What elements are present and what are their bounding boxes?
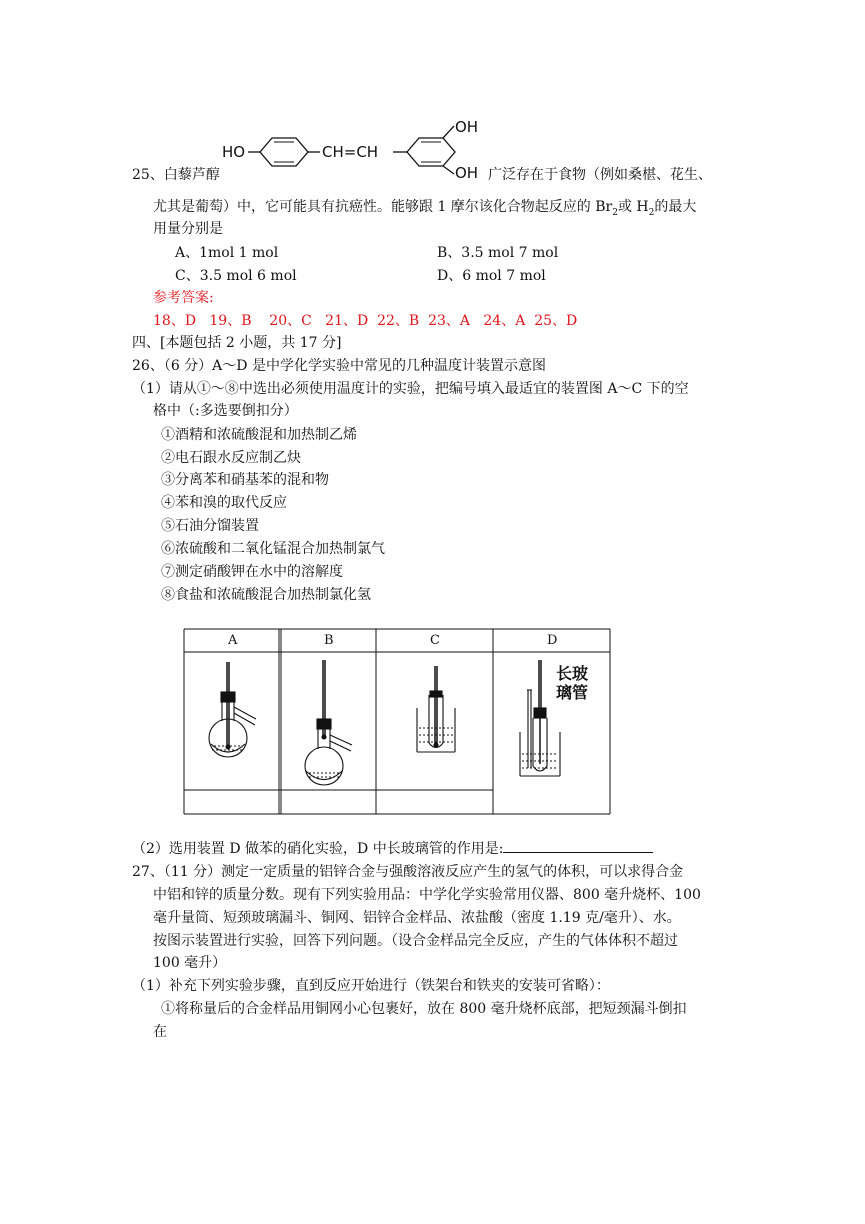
structure-oh-top-label: OH — [455, 118, 479, 136]
answer-cell-a[interactable] — [185, 791, 278, 813]
structure-ho-label: HO — [222, 143, 246, 161]
long-glass-tube-label-line2: 璃管 — [556, 683, 589, 702]
q27-line-2: 中铝和锌的质量分数。现有下列实验用品：中学化学实验常用仪器、800 毫升烧杯、100 — [153, 887, 701, 903]
q27-line-5: 100 毫升） — [153, 955, 227, 971]
long-glass-tube-label — [556, 664, 596, 702]
structure-oh-bottom-label: OH — [455, 164, 479, 182]
q26-part2-text: （2）选用装置 D 做苯的硝化实验，D 中长玻璃管的作用是: — [132, 841, 504, 857]
q27-part1: （1）补充下列实验步骤，直到反应开始进行（铁架台和铁夹的安装可省略）： — [132, 978, 610, 994]
q25-line2-tail: 的最大 — [654, 199, 697, 215]
structure-bridge-label: CH=CH — [322, 143, 379, 161]
long-glass-tube-label-line1: 长玻 — [556, 664, 589, 683]
table-header-a: A — [228, 633, 238, 648]
q27-line-3: 毫升量筒、短颈玻璃漏斗、铜网、铝锌合金样品、浓盐酸（密度 1.19 克/毫升）、水。 — [153, 910, 681, 926]
q26-item-4: ④苯和溴的取代反应 — [161, 495, 287, 511]
q27-step1-line1: ①将称量后的合金样品用铜网小心包裹好，放在 800 毫升烧杯底部，把短颈漏斗倒扣 — [161, 1001, 687, 1017]
q25-option-b: B、3.5 mol 7 mol — [437, 245, 559, 261]
q25-number-name: 25、白藜芦醇 — [132, 167, 220, 183]
apparatus-a-drawing — [209, 662, 256, 757]
q25-option-a: A、1mol 1 mol — [175, 245, 279, 261]
q25-option-d: D、6 mol 7 mol — [437, 268, 546, 284]
apparatus-c-drawing — [417, 666, 455, 752]
q26-item-1: ①酒精和浓硫酸混和加热制乙烯 — [161, 427, 357, 443]
q25-option-c: C、3.5 mol 6 mol — [175, 268, 297, 284]
answers-title: 参考答案: — [153, 290, 214, 306]
q26-item-6: ⑥浓硫酸和二氧化锰混合加热制氯气 — [161, 541, 385, 557]
q25-line1-tail: 广泛存在于食物（例如桑椹、花生、 — [488, 167, 712, 183]
q26-item-2: ②电石跟水反应制乙炔 — [161, 450, 301, 466]
apparatus-b-drawing — [305, 660, 352, 785]
q25-br-subscript: 2 — [612, 207, 618, 218]
table-header-b: B — [324, 633, 334, 648]
section4-heading: 四、[本题包括 2 小题，共 17 分] — [132, 335, 342, 351]
q26-part2-answer-blank[interactable] — [503, 838, 653, 853]
q25-h-subscript: 2 — [648, 207, 655, 218]
answers-line: 18、D 19、B 20、C 21、D 22、B 23、A 24、A 25、D — [153, 313, 578, 329]
table-header-d: D — [547, 633, 558, 648]
q26-part2 — [132, 838, 653, 860]
q26-part1-line1: （1）请从①～⑧中选出必须使用温度计的实验，把编号填入最适宜的装置图 A～C 下的空 — [132, 381, 689, 397]
q26-item-7: ⑦测定硝酸钾在水中的溶解度 — [161, 564, 343, 580]
apparatus-d-drawing — [520, 660, 560, 776]
q25-line2-text: 尤其是葡萄）中，它可能具有抗癌性。能够跟 1 摩尔该化合物起反应的 Br — [153, 199, 613, 215]
q27-step1-line2: 在 — [153, 1024, 167, 1040]
answer-cell-c[interactable] — [377, 791, 492, 813]
answer-cell-b[interactable] — [282, 791, 375, 813]
q26-part1-line2: 格中（:多选要倒扣分） — [153, 403, 298, 419]
q26-intro: 26、（6 分）A～D 是中学化学实验中常见的几种温度计装置示意图 — [132, 358, 546, 374]
q25-line2-mid: 或 H — [617, 199, 649, 215]
q25-line3: 用量分别是 — [153, 221, 223, 237]
q27-line-1: 27、（11 分）测定一定质量的铝锌合金与强酸溶液反应产生的氢气的体积，可以求得合金 — [132, 864, 684, 880]
table-header-c: C — [430, 633, 440, 648]
q26-item-8: ⑧食盐和浓硫酸混合加热制氯化氢 — [161, 587, 371, 603]
q26-item-3: ③分离苯和硝基苯的混和物 — [161, 472, 329, 488]
q26-item-5: ⑤石油分馏装置 — [161, 518, 259, 534]
q27-line-4: 按图示装置进行实验，回答下列问题。（设合金样品完全反应，产生的气体体积不超过 — [153, 933, 678, 949]
